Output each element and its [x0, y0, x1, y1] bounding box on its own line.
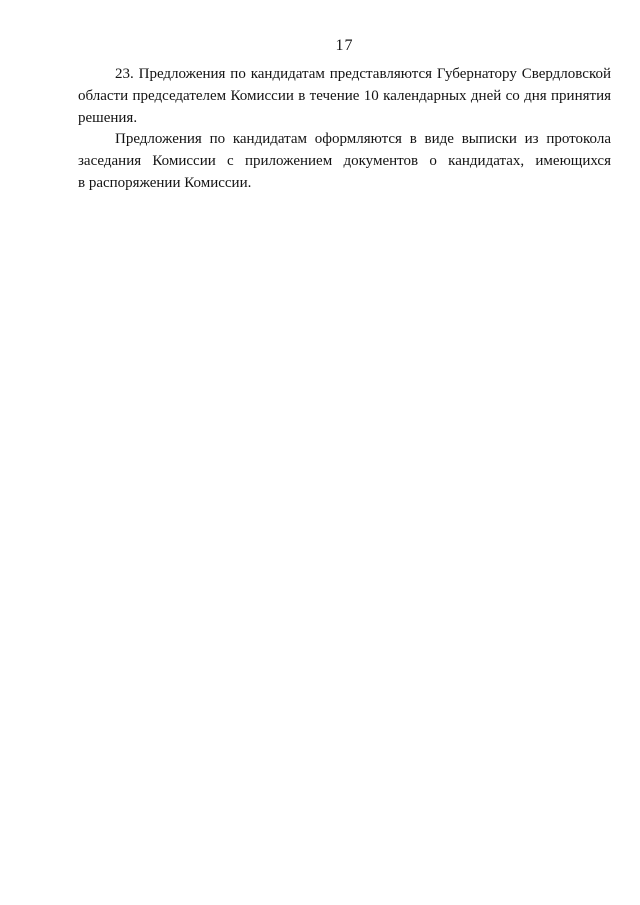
- text-line: 23. Предложения по кандидатам представляются Губернатору Свердловской: [115, 66, 611, 82]
- page-number: 17: [335, 37, 354, 54]
- text-line: заседания Комиссии с приложением документов о кандидатах, имеющихся: [78, 153, 611, 170]
- text-block: [78, 64, 611, 195]
- text-line: Предложения по кандидатам оформляются в виде выписки из протокола: [115, 131, 611, 148]
- text-line: в распоряжении Комиссии.: [78, 174, 252, 191]
- text-line: области председателем Комиссии в течение 10 календарных дней со дня принятия: [78, 87, 611, 104]
- text-line: решения.: [78, 109, 138, 126]
